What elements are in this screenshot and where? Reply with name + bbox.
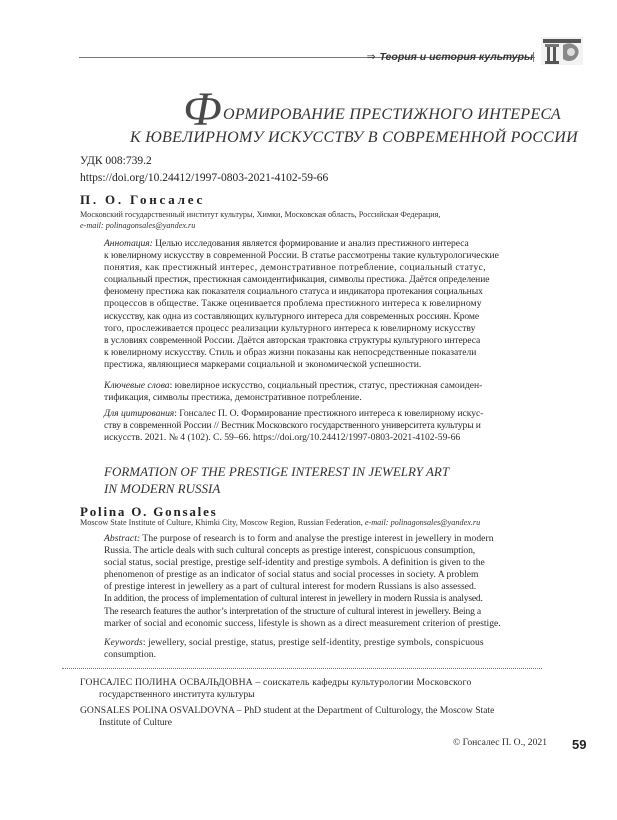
udc-code: УДК 008:739.2	[80, 155, 152, 167]
abstract-ru-line: процессов в обществе. Также оценивается проблема престижного интереса к ювелирному	[104, 298, 482, 310]
keywords-en-line: Keywords: jewellery, social prestige, status, prestige self-identity, prestige symbols, conspicuous	[104, 637, 484, 648]
abstract-ru-line: того, прослеживается процесс реализации культурного интереса к ювелирному искусству	[104, 322, 476, 334]
copyright: © Гонсалес П. О., 2021	[452, 737, 547, 748]
abstract-en-line: marker of social and economic success, lifestyle is shown as a direct measurement criterion of prestige.	[104, 617, 501, 629]
abstract-en-line: Russia. The article deals with such cultural concepts as prestige interest, conspicuous consumption,	[104, 545, 476, 557]
abstract-en-label: Abstract:	[104, 533, 141, 544]
section-name: Теория и история культуры	[379, 51, 533, 63]
abstract-en-line: phenomenon of prestige as an indicator of social status and social processes in society. A problem	[104, 569, 479, 581]
citation-ru-line: ству в современной России // Вестник Московского государственного университета культуры и	[104, 420, 481, 432]
affiliation-ru: Московский государственный институт культуры, Химки, Московская область, Российская Федерация,	[80, 210, 441, 219]
citation-ru-line: искусств. 2021. № 4 (102). С. 59–66. https://doi.org/10.24412/1997-0803-2021-4102-59-66	[104, 432, 461, 444]
title-drop-cap: Ф	[183, 83, 222, 136]
citation-ru-label: Для цитирования	[104, 408, 175, 419]
abstract-ru-line: социальный престиж, престижная самоидентификация, символы престижа. Даётся определение	[104, 274, 490, 286]
abstract-ru-line: понятия, как престижный интерес, демонстративное потребление, социальный статус,	[104, 262, 486, 274]
bio-ru-line: ГОНСАЛЕС ПОЛИНА ОСВАЛЬДОВНА – соискатель кафедры культурологии Московского	[80, 677, 472, 688]
article-title-en-line-1: FORMATION OF THE PRESTIGE INTEREST IN JEWELRY ART	[104, 464, 450, 479]
abstract-ru-line: Аннотация: Целью исследования является формирование и анализ престижного интереса	[104, 238, 469, 249]
arrow-icon: ⇒	[366, 51, 376, 63]
abstract-en-line: social status, social prestige, prestige self-identity and prestige symbols. A definition is given to the	[104, 557, 485, 569]
running-header	[367, 51, 533, 63]
abstract-ru-label: Аннотация:	[104, 238, 153, 249]
abstract-en	[104, 533, 536, 630]
bio-en	[80, 705, 550, 729]
keywords-ru	[104, 380, 536, 404]
citation-ru	[104, 408, 536, 444]
bio-en-line: GONSALES POLINA OSVALDOVNA – PhD student at the Department of Culturology, the Moscow State	[80, 705, 495, 716]
abstract-ru-line: к ювелирному искусству. Стиль и образ жизни показаны как непосредственные показатели	[104, 346, 477, 358]
abstract-en-line: Abstract: The purpose of research is to form and analyse the prestige interest in jewellery in modern	[104, 533, 494, 544]
abstract-en-line: In addition, the process of implementation of cultural interest in jewellery in modern Russia is analysed.	[104, 593, 483, 605]
keywords-ru-line: Ключевые слова: ювелирное искусство, социальный престиж, статус, престижная самоиден-	[104, 380, 483, 391]
abstract-ru-line: к ювелирному искусству в современной России. В статье рассмотрены такие культурологические	[104, 250, 499, 262]
bio-en-line: Institute of Culture	[99, 717, 173, 728]
affiliation-en: Moscow State Institute of Culture, Khimki City, Moscow Region, Russian Federation, e-mail: polinagonsales@yandex.ru	[80, 518, 481, 527]
abstract-ru-line: феномену престижа как показателя социального статуса и индикатора протекания социальных	[104, 286, 483, 298]
bio-ru	[80, 677, 550, 701]
page-number: 59	[572, 737, 587, 752]
citation-ru-line: Для цитирования: Гонсалес П. О. Формирование престижного интереса к ювелирному искус-	[104, 408, 484, 419]
author-name-ru: П. О. Гонсалес	[80, 192, 206, 207]
article-title-line-2: К ЮВЕЛИРНОМУ ИСКУССТВУ В СОВРЕМЕННОЙ РОССИИ	[130, 129, 578, 146]
keywords-en-line: consumption.	[104, 649, 156, 661]
author-name-en: Polina O. Gonsales	[80, 504, 218, 519]
keywords-en	[104, 637, 536, 661]
bio-ru-line: государственного института культуры	[99, 689, 255, 700]
keywords-ru-line: тификация, символы престижа, демонстративное потребление.	[104, 392, 362, 404]
article-title-line-1: ОРМИРОВАНИЕ ПРЕСТИЖНОГО ИНТЕРЕСА	[223, 106, 561, 123]
abstract-ru-line: в условиях современной России. Даётся авторская трактовка структуры культурного интереса	[104, 334, 481, 346]
header-rule-tick	[533, 52, 534, 62]
article-title-en-line-2: IN MODERN RUSSIA	[104, 481, 221, 496]
dotted-divider	[62, 668, 542, 669]
abstract-ru-line: престижа, являющиеся маркерами социальной и экономической успешности.	[104, 358, 422, 370]
email-en[interactable]: e-mail: polinagonsales@yandex.ru	[364, 518, 481, 527]
abstract-en-line: of prestige interest in jewellery as a part of cultural interest for modern Russians is also assessed.	[104, 581, 477, 593]
article-title-en	[104, 463, 449, 497]
keywords-ru-label: Ключевые слова	[104, 380, 170, 391]
email-ru[interactable]: e-mail: polinagonsales@yandex.ru	[80, 221, 196, 230]
abstract-en-line: The research features the author’s interpretation of the structure of cultural interest in jewellery. Being a	[104, 605, 481, 617]
abstract-ru	[104, 238, 536, 371]
journal-logo-icon	[541, 37, 583, 65]
doi-link[interactable]: https://doi.org/10.24412/1997-0803-2021-4102-59-66	[80, 172, 329, 184]
abstract-ru-line: искусству, как одна из составляющих культурного интереса для современных россиян. Кроме	[104, 310, 480, 322]
keywords-en-label: Keywords	[104, 637, 143, 648]
